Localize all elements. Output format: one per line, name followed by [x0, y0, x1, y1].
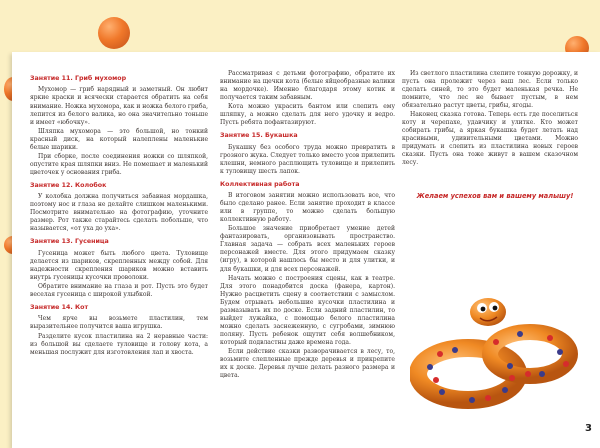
- column-right: [402, 70, 578, 168]
- page-number: 3: [585, 423, 592, 434]
- plasticine-snake-illustration: [410, 282, 580, 412]
- paragraph: Мухомор — гриб нарядный и заметный. Он любит яркие краски и всячески старается обратить на себя внимание. Ножка мухомора, как и ножка белого гриба, лепится из белого валика, но она значительно тоньше и имеет «юбочку».: [30, 86, 208, 126]
- section-heading: Занятие 14. Кот: [30, 304, 89, 311]
- paragraph: Если действие сказки разворачивается в лесу, то, возьмите слепленные прежде деревья и прикрепите их к доске. Деревья лучше делать разного размера и цвета.: [220, 347, 395, 379]
- paragraph: Наконец сказка готова. Теперь есть где поселиться коту и черепахе, удавчику и улитке. Кто может собирать грибы, а яркая букашка будет летать над красивыми, удивительными цветами. Можно придумать и слепить из пластилина новых героев сказки. Пусть она тоже живут в вашем сказочном лесу.: [402, 111, 578, 167]
- decor-ball-top: [98, 17, 130, 49]
- section-heading: Коллективная работа: [220, 180, 300, 188]
- paragraph: Разделите кусок пластилина на 2 неравные части: из большой вы сделаете туловище и голову кота, а меньшая послужит для изготовления лап и хвоста.: [30, 332, 208, 356]
- snake-head: [470, 298, 506, 326]
- section-heading: Занятие 15. Букашка: [220, 132, 298, 140]
- paragraph: Начать можно с построения сцены, как в театре. Для этого понадобится доска (фанера, картон). Нужно расцветить сцену в соответствии с замыслом. Будем отрывать небольшие кусочки пластилина и размазывать их по доске. Если задний пластилин, то выйдет лужайка, с помощью белого пластилина можно сделать заснеженную, с сугробами, зимнюю поляну. Пусть ребенок ощутит себя волшебником, который подвластны даже времена года.: [220, 274, 395, 346]
- book-page: [12, 52, 600, 448]
- paragraph: Букашку без особого труда можно превратить в грозного жука. Следует только вместо усов прилепить клешни, немного расплющить туловище и прилепить к туловищу шесть лапок.: [220, 143, 395, 175]
- paragraph: Обратите внимание на глаза и рот. Пусть это будет веселая гусеница с широкой улыбкой.: [30, 282, 208, 298]
- column-left: [30, 70, 208, 358]
- paragraph: Рассматривая с детьми фотографию, обратите их внимание на щечки кота (белые яйцеобразные валики на мордочке). Именно благодаря этому котик и получается таким забавным.: [220, 70, 395, 102]
- section-heading: Занятие 11. Гриб мухомор: [30, 75, 127, 82]
- paragraph: Гусеница может быть любого цвета. Туловище делается из шариков, скрепленных между собой. Для надежности скрепления шариков можно вставить внутрь гусеницы кусочки проволоки.: [30, 249, 208, 281]
- paragraph: В итоговом занятии можно использовать все, что было сделано ранее. Если занятие проходит в классе или в группе, то можно сделать большую коллективную работу.: [220, 192, 395, 224]
- section-heading: Занятие 12. Колобок: [30, 181, 107, 189]
- paragraph: У колобка должна получиться забавная мордашка, поэтому нос и глаза не делайте слишком маленькими. Посмотрите внимательно на фотографию, уточните размер. Рот также старайтесь сделать побольше, что называется, «от уха до уха».: [30, 193, 208, 233]
- section-heading: Занятие 13. Гусеница: [30, 238, 109, 246]
- paragraph: Большое значение приобретает умение детей фантазировать, организовывать пространство. Главная задача — собрать всех маленьких героев персонажей вместе. Для этого придумаем сказку (игру), в которой нашлось бы место и для улитки, и для букашки, и для всех персонажей.: [220, 225, 395, 273]
- paragraph: Чем ярче вы возьмете пластилин, тем выразительнее получится ваша игрушка.: [30, 315, 208, 331]
- paragraph: Из светлого пластилина слепите тонкую дорожку, и пусть она пролежит через ваш лес. Если только сделать синей, то это будет маленькая речка. Не помните, что лес не бывает пустым, в нем обязательно растут цветы, грибы, ягоды.: [402, 70, 578, 110]
- paragraph: Кота можно украсить бантом или слепить ему шляпку, а можно сделать для него удочку и ведро. Пусть ребята пофантазируют.: [220, 103, 395, 127]
- greeting-text: Желаем успехов вам и вашему малышу!: [416, 192, 574, 200]
- column-middle: [220, 70, 395, 381]
- paragraph: Шляпка мухомора — это большой, но тонкий красный диск, на который налеплены маленькие белые шарики.: [30, 127, 208, 151]
- paragraph: При сборке, после соединения ножки со шляпкой, опустите края шляпки вниз. Не помешает и маленький цветочек у основания гриба.: [30, 152, 208, 176]
